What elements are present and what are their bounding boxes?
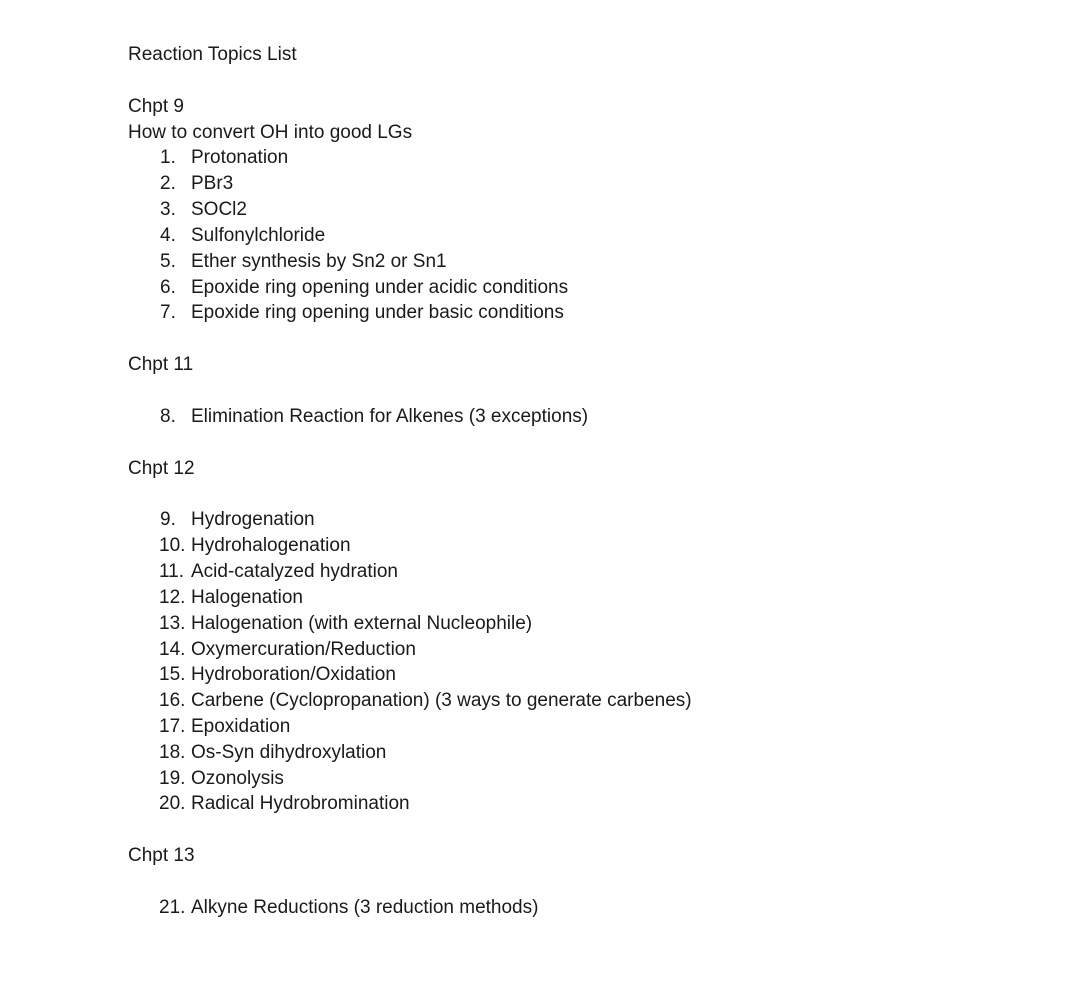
list-item-text: Acid-catalyzed hydration	[191, 561, 398, 582]
list-item-number: 13.	[159, 613, 186, 634]
list-item-number: 12.	[159, 587, 186, 608]
list-item-number: 19.	[159, 768, 186, 789]
list-item-text: Ozonolysis	[191, 768, 284, 789]
list-item-number: 6.	[160, 277, 176, 298]
list-item-number: 8.	[160, 406, 176, 427]
section-heading-chpt-9: Chpt 9	[128, 96, 184, 117]
list-item-text: Sulfonylchloride	[191, 225, 326, 246]
list-item-number: 1.	[160, 147, 176, 168]
list-item-text: Os-Syn dihydroxylation	[191, 742, 387, 763]
section-heading-chpt-13: Chpt 13	[128, 845, 195, 866]
list-item-text: SOCl2	[191, 199, 247, 220]
list-item-number: 5.	[160, 251, 176, 272]
list-item-text: Hydrohalogenation	[191, 535, 351, 556]
list-item-number: 18.	[159, 742, 186, 763]
list-item-text: Protonation	[191, 147, 289, 168]
section-heading-chpt-12: Chpt 12	[128, 458, 195, 479]
list-item-number: 4.	[160, 225, 176, 246]
list-item-number: 21.	[159, 897, 186, 918]
list-item-number: 15.	[159, 664, 186, 685]
list-item-number: 7.	[160, 302, 176, 323]
document-title: Reaction Topics List	[128, 44, 297, 65]
section-subheading: How to convert OH into good LGs	[128, 122, 413, 143]
list-item-number: 20.	[159, 793, 186, 814]
list-item-text: Epoxide ring opening under basic conditions	[191, 302, 564, 323]
list-item-number: 10.	[159, 535, 186, 556]
list-item-text: Radical Hydrobromination	[191, 793, 410, 814]
list-item-number: 16.	[159, 690, 186, 711]
list-item-text: PBr3	[191, 173, 234, 194]
list-item-text: Epoxidation	[191, 716, 291, 737]
list-item-number: 9.	[160, 509, 176, 530]
list-item-number: 14.	[159, 639, 186, 660]
list-item-text: Hydrogenation	[191, 509, 315, 530]
list-item-number: 11.	[159, 561, 185, 582]
list-item-number: 3.	[160, 199, 176, 220]
list-item-text: Halogenation (with external Nucleophile)	[191, 613, 533, 634]
list-item-text: Halogenation	[191, 587, 303, 608]
list-item-text: Hydroboration/Oxidation	[191, 664, 396, 685]
list-item-number: 17.	[159, 716, 186, 737]
list-item-text: Alkyne Reductions (3 reduction methods)	[191, 897, 539, 918]
list-item-text: Epoxide ring opening under acidic conditions	[191, 277, 569, 298]
list-item-text: Carbene (Cyclopropanation) (3 ways to generate carbenes)	[191, 690, 692, 711]
list-item-text: Ether synthesis by Sn2 or Sn1	[191, 251, 447, 272]
section-heading-chpt-11: Chpt 11	[128, 354, 194, 375]
list-item-text: Elimination Reaction for Alkenes (3 exceptions)	[191, 406, 589, 427]
list-item-number: 2.	[160, 173, 176, 194]
list-item-text: Oxymercuration/Reduction	[191, 639, 416, 660]
